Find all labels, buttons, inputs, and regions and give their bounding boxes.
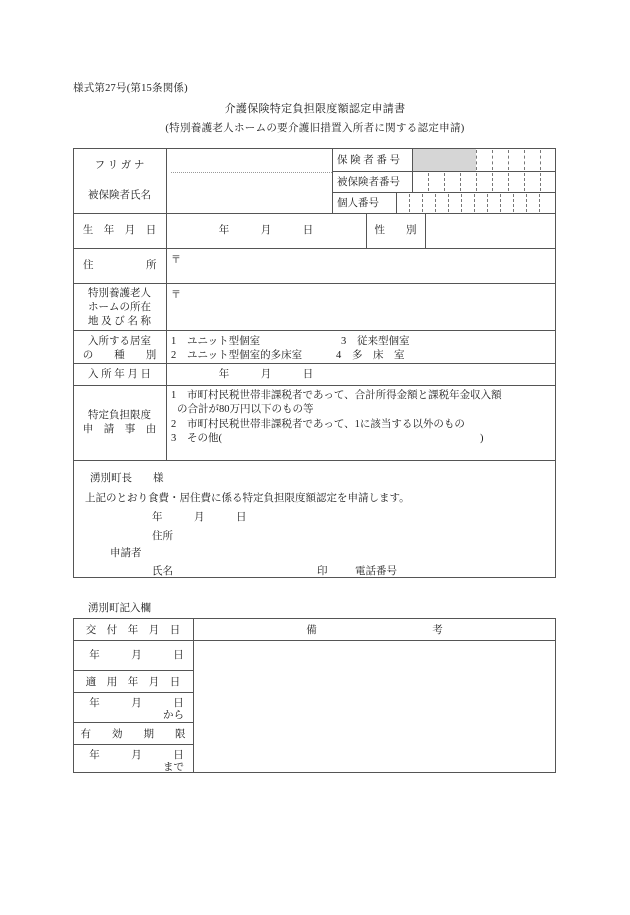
insured-number-cell-divider — [476, 173, 477, 191]
reason-option-1-continued: の合計が80万円以下のもの等 — [177, 404, 314, 415]
page-subtitle: (特別養護老人ホームの要介護旧措置入所者に関する認定申請) — [165, 123, 465, 134]
personal-number-cell-divider — [435, 194, 436, 212]
insured-number-field-divider — [412, 171, 413, 192]
furigana-guide-line — [171, 172, 332, 173]
personal-number-field-divider — [396, 192, 397, 213]
address-label — [83, 258, 156, 273]
room-type-option-2-label: ユニット型個室的多床室 — [187, 350, 303, 361]
row-divider — [73, 330, 556, 331]
admission-date-value[interactable]: 年 月 日 — [218, 369, 314, 380]
official-row-divider — [73, 692, 193, 693]
insured-number-cell-divider — [540, 173, 541, 191]
number-row-divider — [332, 192, 556, 193]
furigana-label: フ リ ガ ナ — [94, 160, 145, 171]
number-block-left-divider — [332, 148, 333, 213]
number-row-divider — [332, 171, 556, 172]
personal-number-cell-divider — [500, 194, 501, 212]
personal-number-cell-divider — [409, 194, 410, 212]
form-code: 様式第27号(第15条関係) — [73, 83, 188, 94]
reason-option-3-close-paren: ) — [480, 433, 484, 444]
room-type-option-1[interactable] — [171, 334, 260, 349]
room-type-option-1-number: 1 — [171, 336, 177, 347]
row-divider — [73, 283, 556, 284]
declaration-name-label: 氏名 — [152, 566, 173, 577]
reason-label-line2: 申 請 事 由 — [82, 424, 157, 435]
facility-label-line3: 地 及 び 名 称 — [88, 316, 151, 327]
declaration-seal-label: 印 — [317, 566, 328, 577]
insurer-number-cell-divider — [492, 150, 493, 170]
room-type-option-4-number: 4 — [336, 350, 342, 361]
validity-period-header: 有 効 期 限 — [80, 729, 186, 740]
reason-option-1-number: 1 — [171, 390, 177, 401]
reason-option-2-number: 2 — [171, 419, 177, 430]
page-title: 介護保険特定負担限度額認定申請書 — [224, 103, 406, 115]
declaration-date-line[interactable]: 年 月 日 — [152, 512, 247, 523]
room-type-option-3-number: 3 — [341, 336, 347, 347]
gender-field-divider — [425, 213, 426, 248]
reason-option-1-line1: 市町村民税世帯非課税者であって、合計所得金額と課税年金収入額 — [187, 390, 502, 401]
birth-date-label: 生 年 月 日 — [82, 225, 157, 236]
insurer-number-prefilled-box — [413, 149, 476, 171]
personal-number-cell-divider — [487, 194, 488, 212]
room-type-option-4[interactable] — [336, 348, 405, 363]
gender-label: 性 別 — [374, 225, 417, 236]
official-row-divider — [73, 670, 193, 671]
room-type-option-1-label: ユニット型個室 — [187, 336, 261, 347]
validity-period-suffix: まで — [163, 762, 184, 773]
personal-number-label: 個人番号 — [337, 198, 379, 209]
room-type-option-2[interactable] — [171, 348, 302, 363]
row-divider — [73, 385, 556, 386]
apply-date-value[interactable]: 年 月 日 — [89, 698, 184, 709]
insured-number-cell-divider — [460, 173, 461, 191]
official-section-heading: 湧別町記入欄 — [88, 603, 151, 614]
reason-label-line1: 特定負担限度 — [88, 410, 151, 421]
facility-label-line2: ホームの所在 — [88, 302, 151, 313]
official-row-divider — [73, 744, 193, 745]
official-column-divider — [193, 618, 194, 773]
apply-date-header: 適 用 年 月 日 — [85, 677, 181, 688]
insured-number-cell-divider — [444, 173, 445, 191]
insurer-number-cell-divider — [476, 150, 477, 170]
room-type-option-4-label: 多 床 室 — [352, 350, 405, 361]
insured-number-cell-divider — [508, 173, 509, 191]
insurer-number-cell-divider — [508, 150, 509, 170]
reason-option-1[interactable] — [171, 389, 502, 404]
declaration-applicant-label: 申請者 — [110, 548, 142, 559]
remarks-header: 備 考 — [306, 625, 443, 636]
declaration-statement: 上記のとおり食費・居住費に係る特定負担限度額認定を申請します。 — [85, 493, 410, 504]
reason-option-3[interactable] — [171, 432, 222, 447]
reason-option-2[interactable] — [171, 418, 465, 433]
reason-option-3-line1: その他( — [187, 433, 222, 444]
insurer-number-label: 保 険 者 番 号 — [337, 155, 400, 166]
official-row-divider — [73, 640, 556, 641]
admission-date-label: 入 所 年 月 日 — [88, 369, 151, 380]
row-divider — [73, 460, 556, 461]
personal-number-cell-divider — [513, 194, 514, 212]
apply-date-suffix: から — [163, 710, 184, 721]
insured-number-cell-divider — [492, 173, 493, 191]
reason-option-2-line1: 市町村民税世帯非課税者であって、1に該当する以外のもの — [187, 419, 465, 430]
reason-option-3-number: 3 — [171, 433, 177, 444]
personal-number-cell-divider — [539, 194, 540, 212]
validity-period-value[interactable]: 年 月 日 — [89, 750, 184, 761]
personal-number-cell-divider — [461, 194, 462, 212]
row-divider — [73, 213, 556, 214]
room-type-option-2-number: 2 — [171, 350, 177, 361]
postal-mark-icon: 〒 — [171, 290, 181, 301]
insurer-number-cell-divider — [524, 150, 525, 170]
room-type-option-3[interactable] — [341, 334, 410, 349]
issue-date-header: 交 付 年 月 日 — [85, 625, 181, 636]
address-label-text: 住 所 — [83, 260, 157, 271]
insured-number-cell-divider — [524, 173, 525, 191]
declaration-address-label: 住所 — [152, 531, 173, 542]
room-type-label-line2: の 種 別 — [82, 350, 157, 361]
declaration-addressee: 湧別町長 様 — [90, 473, 164, 484]
insured-number-cell-divider — [428, 173, 429, 191]
postal-mark-icon: 〒 — [171, 255, 181, 266]
personal-number-cell-divider — [526, 194, 527, 212]
insured-number-label: 被保険者番号 — [337, 177, 400, 188]
row-divider — [73, 248, 556, 249]
remarks-field[interactable] — [198, 646, 551, 766]
room-type-label-line1: 入所する居室 — [88, 336, 151, 347]
room-type-option-3-label: 従来型個室 — [357, 336, 410, 347]
insurer-number-cell-divider — [540, 150, 541, 170]
row-divider — [73, 363, 556, 364]
insured-name-label: 被保険者氏名 — [88, 190, 151, 201]
personal-number-cell-divider — [474, 194, 475, 212]
label-column-divider — [166, 148, 167, 460]
facility-label-line1: 特別養護老人 — [88, 288, 151, 299]
declaration-phone-label: 電話番号 — [355, 566, 397, 577]
issue-date-value[interactable]: 年 月 日 — [89, 650, 184, 661]
birth-date-value: 年 月 日 — [218, 225, 314, 236]
personal-number-cell-divider — [422, 194, 423, 212]
personal-number-cell-divider — [448, 194, 449, 212]
